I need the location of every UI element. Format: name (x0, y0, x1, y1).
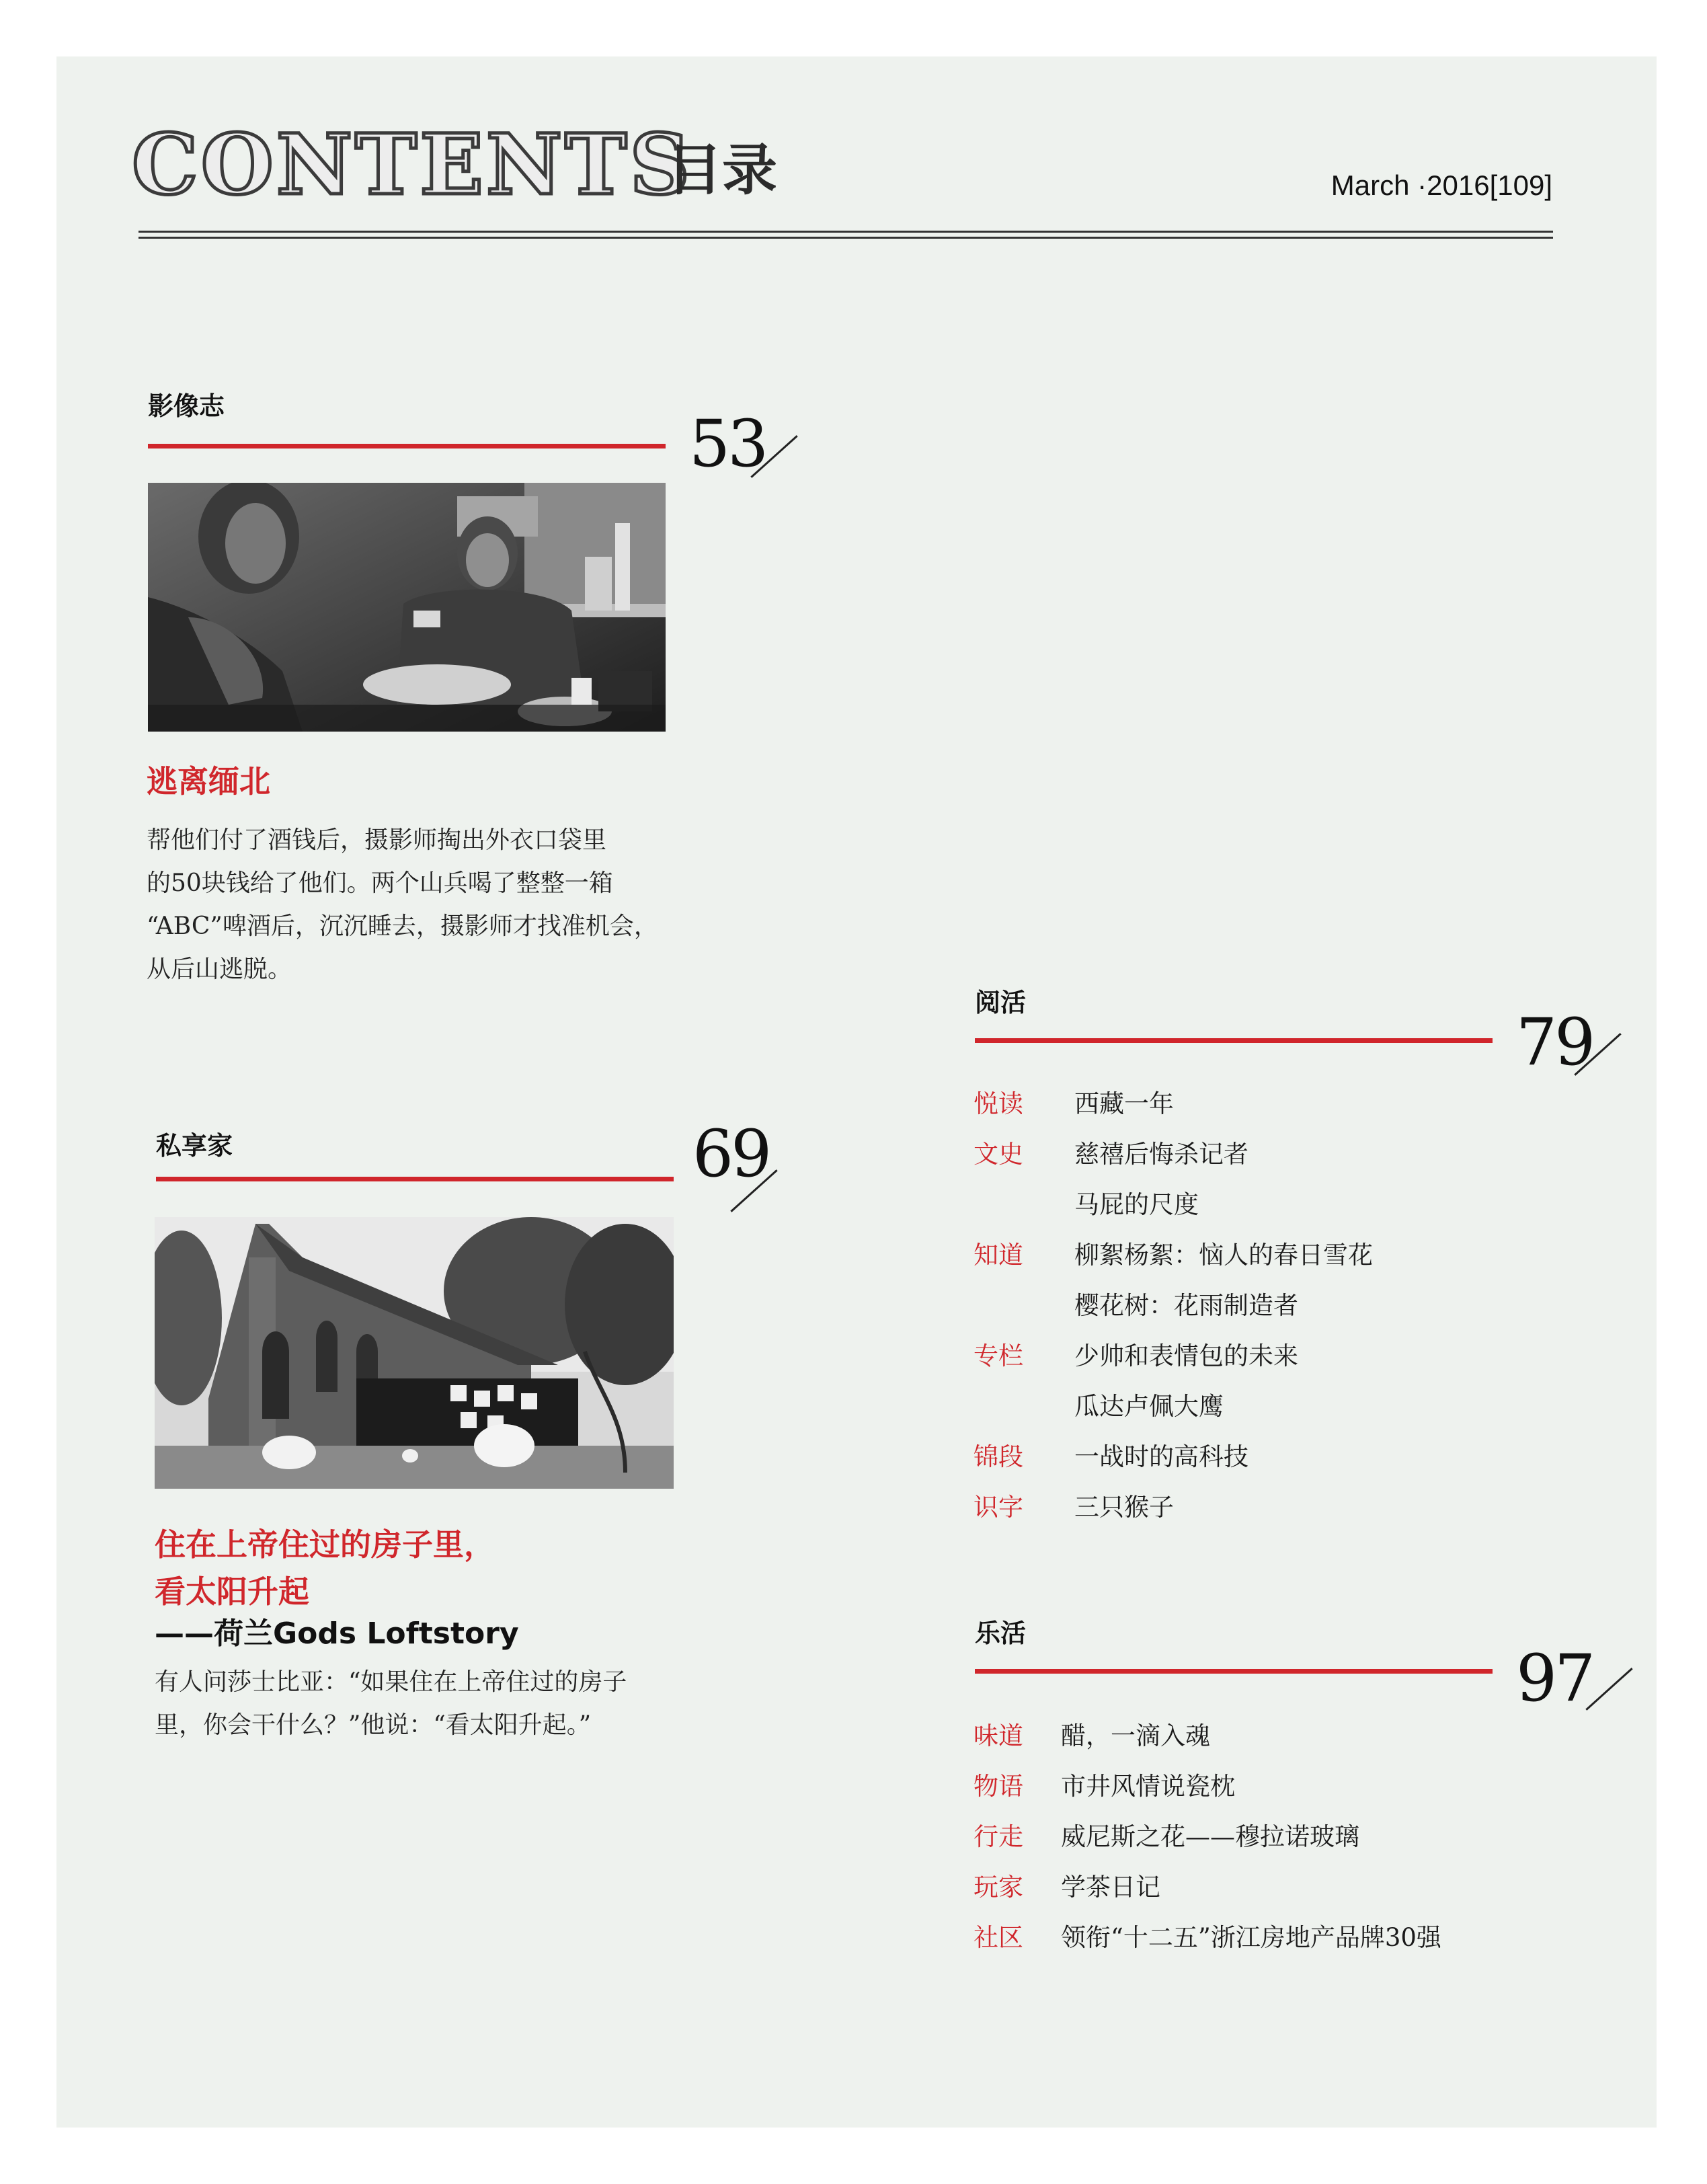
section-rule (148, 444, 666, 448)
toc-category: 悦读 (974, 1089, 1023, 1118)
toc-category: 行走 (974, 1822, 1023, 1851)
photo-church-house (155, 1217, 674, 1489)
contents-heading: CONTENTS (132, 116, 693, 214)
toc-row[interactable] (974, 1177, 1511, 1227)
excerpt-line: 有人问莎士比亚：“如果住在上帝住过的房子 (155, 1668, 627, 1696)
section-title-yuehuo: 阅活 (975, 988, 1027, 1017)
toc-row[interactable] (974, 1758, 1579, 1809)
toc-item: 市井风情说瓷枕 (1061, 1771, 1235, 1801)
toc-row[interactable] (974, 1278, 1511, 1328)
section-rule (156, 1177, 674, 1181)
excerpt-line: “ABC”啤酒后，沉沉睡去，摄影师才找准机会， (147, 912, 658, 940)
article-title (155, 1521, 495, 1615)
toc-item: 瓜达卢佩大鹰 (1074, 1391, 1224, 1421)
toc-category: 味道 (974, 1721, 1023, 1750)
contents-heading-cn: 目录 (667, 138, 778, 202)
article-excerpt (155, 1661, 679, 1747)
photo-soldiers (148, 483, 666, 732)
toc-item: 三只猴子 (1074, 1492, 1174, 1522)
toc-list-lehuo (974, 1708, 1579, 1960)
article-title-line: 看太阳升起 (155, 1573, 309, 1610)
toc-row[interactable] (974, 1479, 1511, 1530)
article-excerpt (147, 819, 671, 991)
article-title-line: 住在上帝住过的房子里， (155, 1526, 495, 1563)
excerpt-line: 的50块钱给了他们。两个山兵喝了整整一箱 (147, 869, 613, 897)
toc-row[interactable] (974, 1378, 1511, 1429)
issue-date: March ·2016[109] (1331, 169, 1552, 201)
excerpt-line: 帮他们付了酒钱后，摄影师掏出外衣口袋里 (147, 826, 607, 854)
section-title-lehuo: 乐活 (975, 1618, 1027, 1648)
toc-row[interactable] (974, 1859, 1579, 1910)
toc-row[interactable] (974, 1708, 1579, 1758)
excerpt-line: 从后山逃脱。 (147, 956, 292, 983)
toc-item: 一战时的高科技 (1074, 1442, 1248, 1471)
section-rule (975, 1038, 1493, 1043)
toc-row[interactable] (974, 1328, 1511, 1378)
article-title: 逃离缅北 (147, 763, 270, 800)
section-title-sixiangjia: 私享家 (156, 1131, 233, 1161)
toc-item: 威尼斯之花——穆拉诺玻璃 (1061, 1822, 1359, 1851)
toc-row[interactable] (974, 1126, 1511, 1177)
toc-category: 物语 (974, 1771, 1023, 1801)
toc-category: 社区 (974, 1922, 1023, 1952)
toc-row[interactable] (974, 1809, 1579, 1859)
toc-item: 樱花树：花雨制造者 (1074, 1290, 1298, 1320)
toc-category: 知道 (974, 1240, 1023, 1270)
toc-row[interactable] (974, 1429, 1511, 1479)
toc-item: 西藏一年 (1074, 1089, 1174, 1118)
toc-category: 识字 (974, 1492, 1023, 1522)
page-number: 97 (1516, 1641, 1593, 1716)
toc-item: 少帅和表情包的未来 (1074, 1341, 1298, 1370)
toc-row[interactable] (974, 1076, 1511, 1126)
excerpt-line: 里，你会干什么？”他说：“看太阳升起。” (155, 1711, 592, 1739)
toc-item: 领衔“十二五”浙江房地产品牌30强 (1061, 1922, 1441, 1952)
toc-category: 文史 (974, 1139, 1023, 1169)
toc-item: 柳絮杨絮：恼人的春日雪花 (1074, 1240, 1373, 1270)
toc-row[interactable] (974, 1227, 1511, 1278)
toc-category: 锦段 (974, 1442, 1023, 1471)
article-subtitle: ——荷兰Gods Loftstory (155, 1616, 519, 1651)
toc-row[interactable] (974, 1910, 1579, 1960)
toc-item: 慈禧后悔杀记者 (1074, 1139, 1248, 1169)
page-number: 53 (689, 406, 766, 481)
page-number: 79 (1516, 1005, 1593, 1080)
page-number: 69 (692, 1116, 770, 1192)
section-title-yingxiangzhi: 影像志 (148, 391, 225, 421)
header-rule-bottom (138, 237, 1553, 239)
header-rule-top (138, 231, 1553, 233)
section-rule (975, 1669, 1493, 1674)
toc-list-yuehuo (974, 1076, 1511, 1530)
toc-item: 醋，一滴入魂 (1061, 1721, 1210, 1750)
toc-category: 专栏 (974, 1341, 1023, 1370)
toc-item: 学茶日记 (1061, 1872, 1160, 1902)
toc-item: 马屁的尺度 (1074, 1190, 1199, 1219)
toc-category: 玩家 (974, 1872, 1023, 1902)
